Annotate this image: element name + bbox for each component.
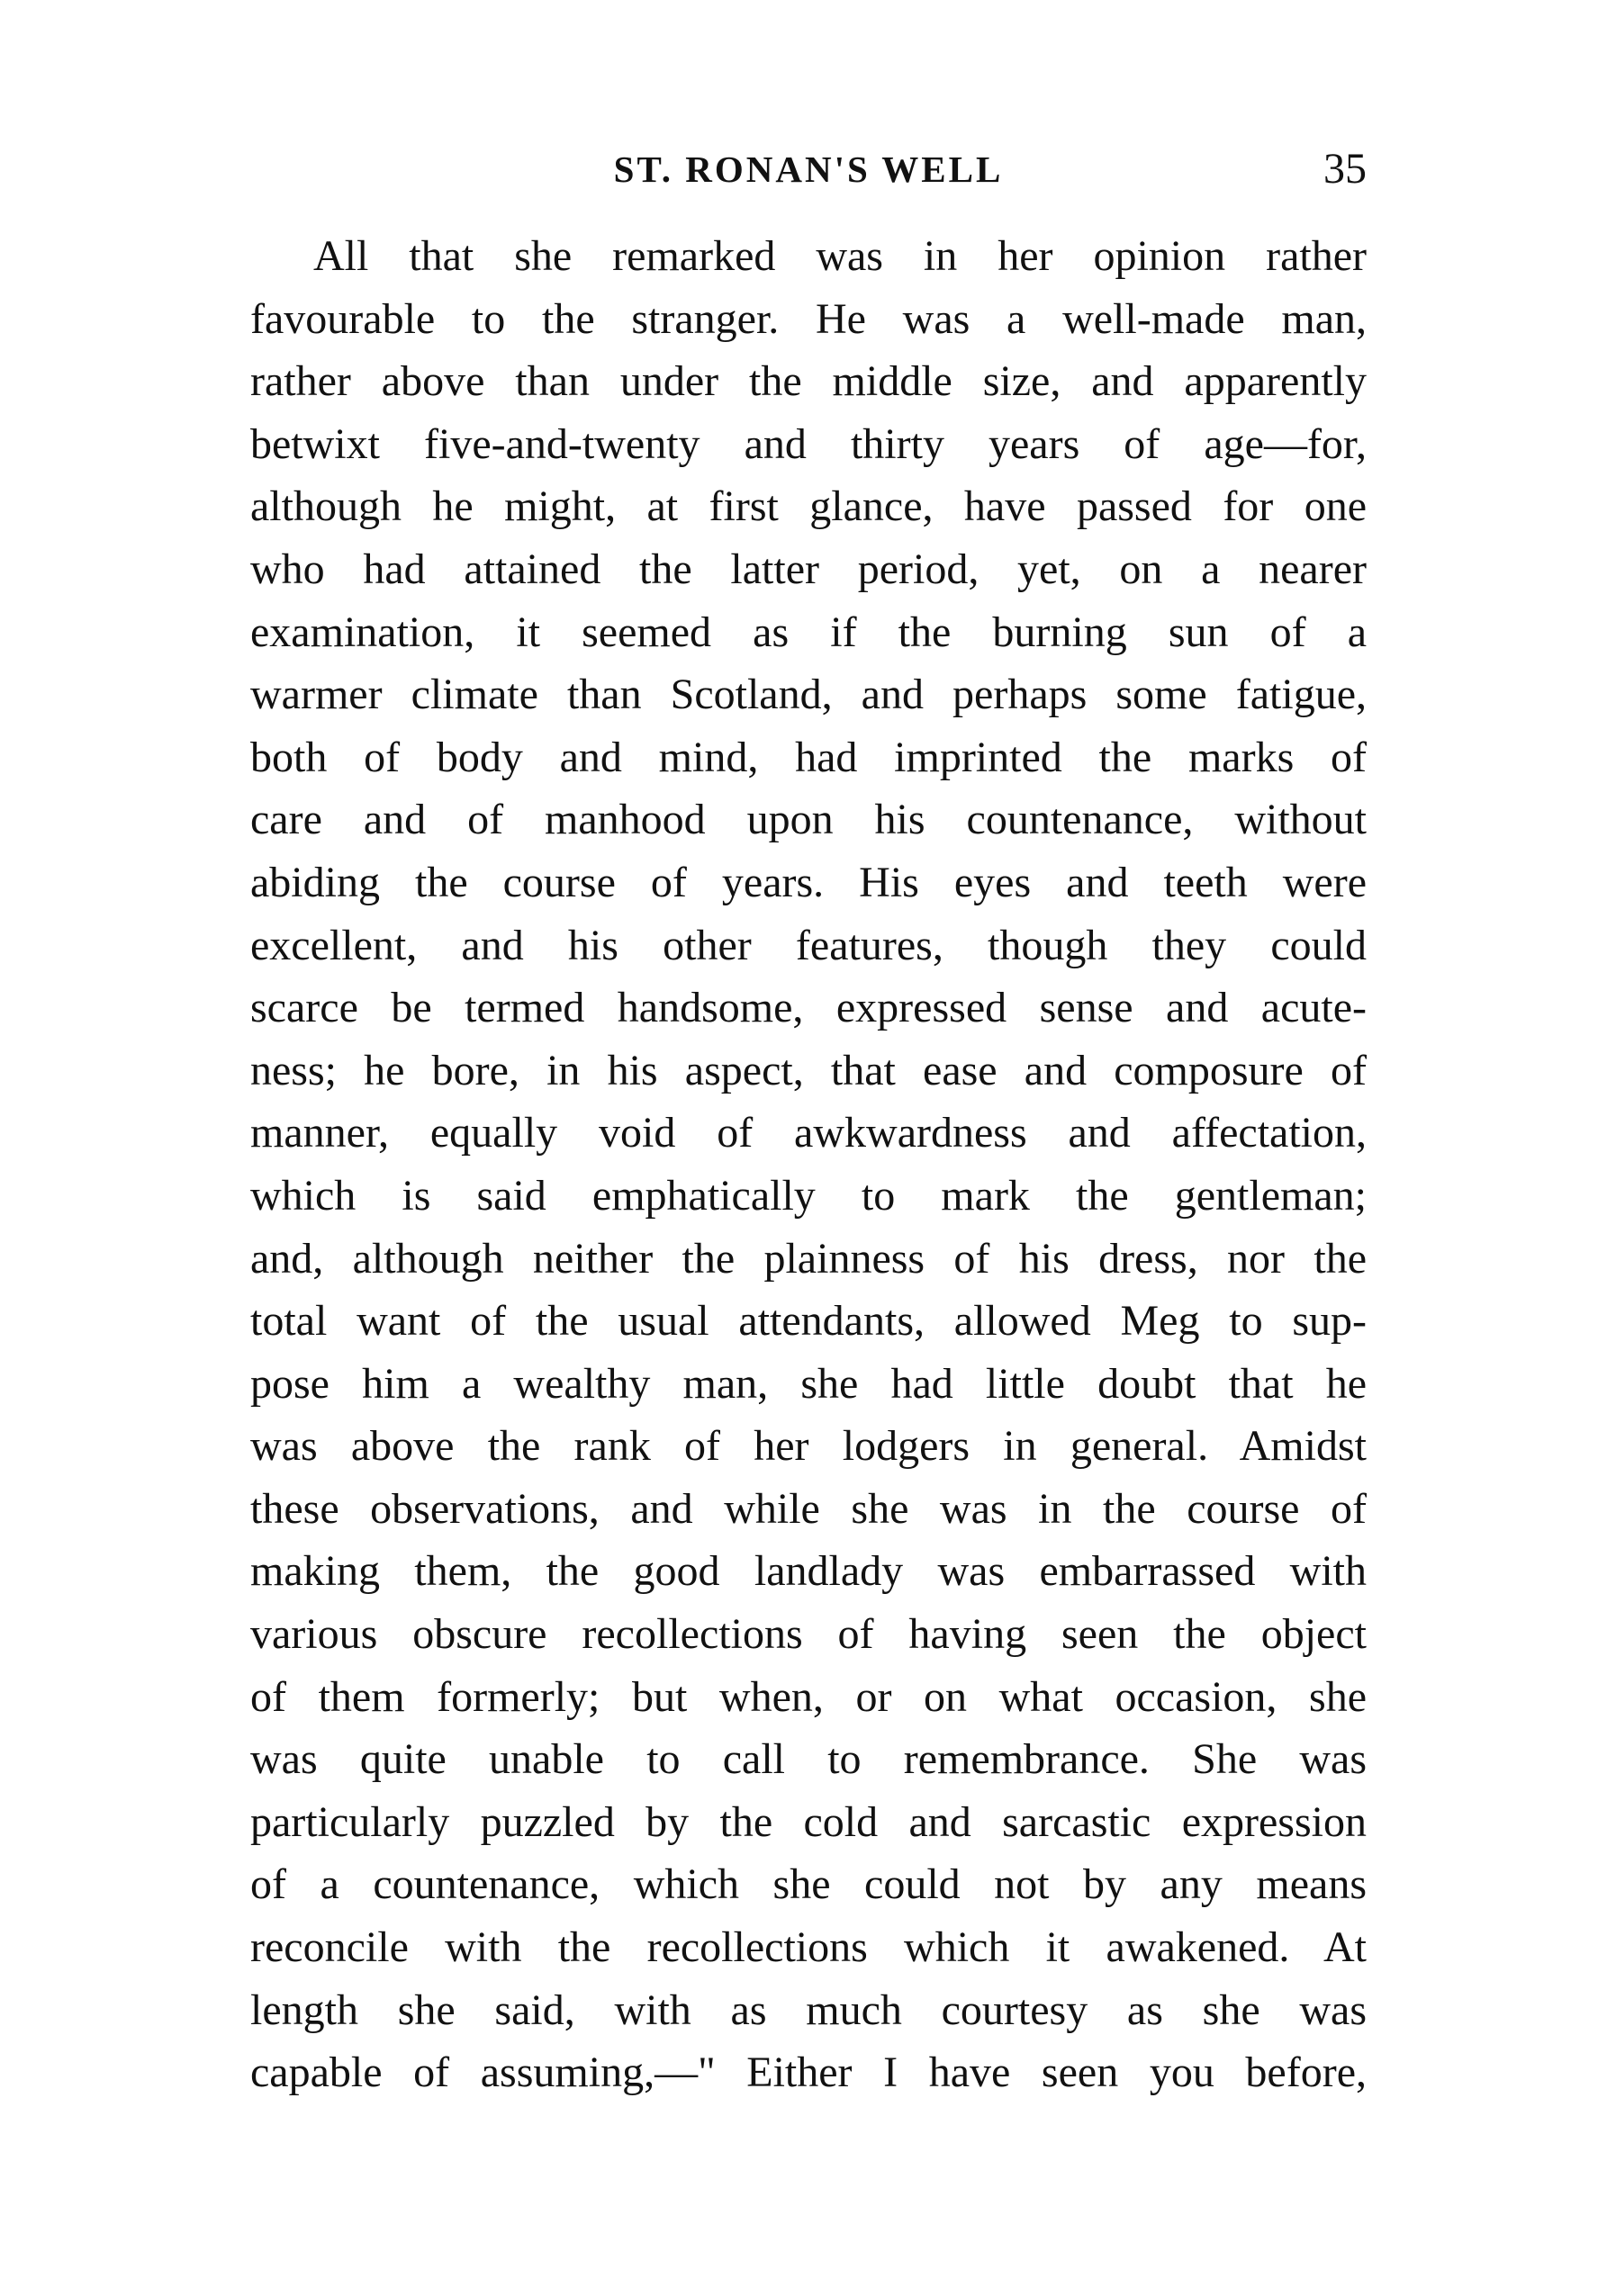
text-line: although he might, at first glance, have passed for one <box>250 482 1367 531</box>
text-line: All that she remarked was in her opinion rather <box>313 232 1367 280</box>
text-line: reconcile with the recollections which it awakened. At <box>250 1923 1367 1972</box>
text-line: ness; he bore, in his aspect, that ease and composure of <box>250 1046 1367 1094</box>
text-line: these observations, and while she was in the course of <box>250 1484 1367 1533</box>
text-line: excellent, and his other features, though they could <box>250 921 1367 969</box>
text-line: making them, the good landlady was embarrassed with <box>250 1547 1367 1596</box>
text-line: pose him a wealthy man, she had little doubt that he <box>250 1359 1367 1408</box>
text-line: manner, equally void of awkwardness and affectation, <box>250 1109 1367 1157</box>
text-line: total want of the usual attendants, allowed Meg to sup- <box>250 1297 1367 1346</box>
text-line: which is said emphatically to mark the gentleman; <box>250 1171 1367 1220</box>
text-line: rather above than under the middle size, and apparently <box>250 357 1367 406</box>
text-line: length she said, with as much courtesy as she was <box>250 1985 1367 2034</box>
text-line: care and of manhood upon his countenance, without <box>250 796 1367 844</box>
text-line: particularly puzzled by the cold and sarcastic expression <box>250 1797 1367 1846</box>
text-line: favourable to the stranger. He was a well-made man, <box>250 294 1367 343</box>
text-line: capable of assuming,—" Either I have seen you before, <box>250 2048 1367 2097</box>
text-line: who had attained the latter period, yet, on a nearer <box>250 545 1367 593</box>
text-line: and, although neither the plainness of his dress, nor the <box>250 1234 1367 1283</box>
text-line: warmer climate than Scotland, and perhaps some fatigue, <box>250 671 1367 719</box>
text-line: of a countenance, which she could not by any means <box>250 1860 1367 1909</box>
text-line: of them formerly; but when, or on what occasion, she <box>250 1672 1367 1721</box>
body-text <box>250 225 1367 2104</box>
text-line: various obscure recollections of having seen the object <box>250 1610 1367 1659</box>
text-line: abiding the course of years. His eyes and teeth were <box>250 858 1367 906</box>
text-line: betwixt five-and-twenty and thirty years of age—for, <box>250 419 1367 468</box>
text-line: was above the rank of her lodgers in general. Amidst <box>250 1422 1367 1471</box>
text-line: was quite unable to call to remembrance. She was <box>250 1735 1367 1784</box>
text-line: examination, it seemed as if the burning sun of a <box>250 608 1367 656</box>
running-head <box>250 142 1367 196</box>
page-number: 35 <box>1323 145 1367 193</box>
text-line: scarce be termed handsome, expressed sense and acute- <box>250 984 1367 1032</box>
running-title: ST. RONAN'S WELL <box>613 149 1004 190</box>
text-line: both of body and mind, had imprinted the marks of <box>250 733 1367 781</box>
